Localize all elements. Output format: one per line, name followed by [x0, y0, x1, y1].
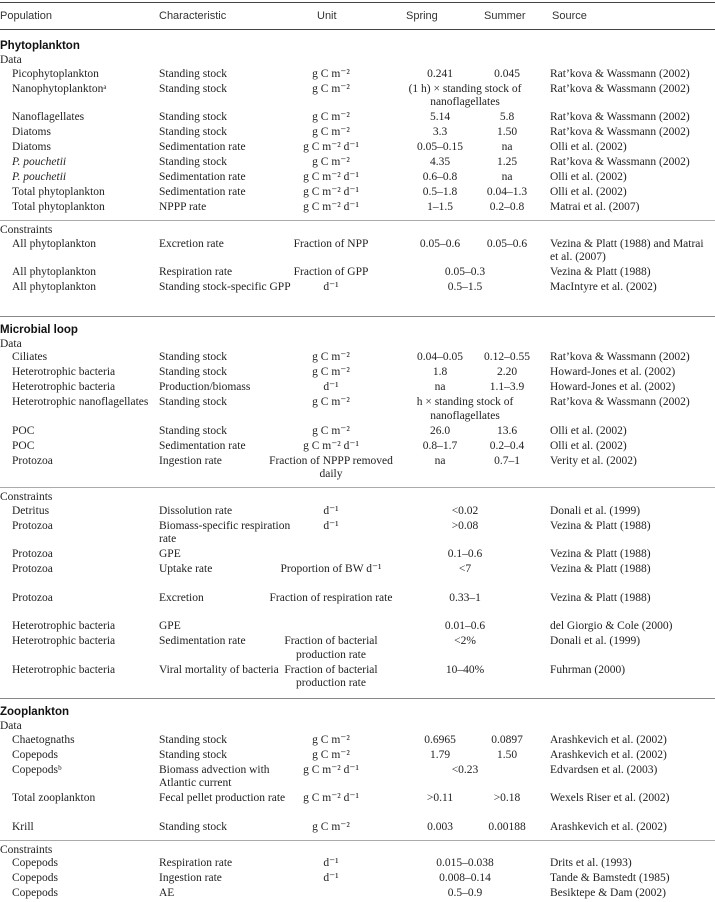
table-cell-spring: <0.23	[451, 763, 479, 776]
table-row	[0, 171, 715, 186]
table-cell-spring: 0.05–0.3	[444, 266, 486, 278]
table-row	[0, 381, 715, 396]
table-row	[0, 266, 715, 281]
table-cell-population: All phytoplankton	[12, 281, 97, 293]
table-cell-characteristic: Dissolution rate	[159, 504, 233, 517]
table-cell-characteristic: AE	[159, 887, 175, 899]
table-cell-unit: Fraction of respiration rate	[269, 591, 393, 604]
table-cell-characteristic: Excretion rate	[159, 237, 224, 250]
table-cell-characteristic: Standing stock	[159, 820, 228, 833]
table-row	[0, 505, 715, 520]
table-cell-population: Total phytoplankton	[12, 201, 105, 213]
table-cell-spring: 0.1–0.6	[447, 548, 483, 560]
table-cell-spring: <7	[458, 563, 472, 575]
table-cell-source: Olli et al. (2002)	[550, 439, 627, 452]
table-row	[0, 83, 715, 112]
table-cell-unit: g C m⁻² d⁻¹	[303, 792, 359, 804]
table-header-rule	[0, 29, 715, 30]
table-cell-source: Rat’kova & Wassmann (2002)	[550, 351, 690, 363]
table-cell-source: Rat’kova & Wassmann (2002)	[550, 126, 690, 138]
table-cell-population: Nanoflagellates	[12, 111, 85, 123]
table-cell-summer: 0.12–0.55	[484, 351, 530, 363]
table-cell-spring: 0.05–0.15	[417, 141, 463, 153]
table-cell-source: MacIntyre et al. (2002)	[550, 281, 657, 293]
table-top-rule	[0, 2, 715, 3]
table-cell-unit: g C m⁻²	[312, 424, 350, 437]
table-row	[0, 366, 715, 381]
table-cell-population: Heterotrophic bacteria	[12, 620, 116, 632]
table-cell-characteristic: Ingestion rate	[159, 872, 222, 884]
table-row	[0, 548, 715, 563]
table-cell-unit: g C m⁻²	[312, 156, 350, 168]
table-cell-population: Protozoa	[12, 563, 53, 575]
table-row	[0, 156, 715, 171]
table-cell-population: Diatoms	[12, 141, 51, 153]
table-cell-characteristic: Ingestion rate	[159, 454, 222, 467]
table-cell-source: Fuhrman (2000)	[550, 663, 626, 676]
table-cell-population: Total phytoplankton	[12, 186, 105, 198]
table-row	[0, 563, 715, 592]
table-cell-spring: 0.241	[427, 67, 453, 80]
table-cell-spring: 0.015–0.038	[436, 857, 494, 869]
table-cell-characteristic: Sedimentation rate	[159, 141, 246, 153]
table-cell-population: Copepodsᵇ	[12, 763, 62, 776]
table-cell-spring: 0.6965	[424, 733, 456, 746]
header-spring: Spring	[406, 10, 438, 22]
group-label: Data	[0, 54, 22, 66]
table-cell-characteristic: Production/biomass	[159, 381, 251, 393]
table-cell-summer: na	[501, 171, 513, 183]
table-cell-characteristic: Sedimentation rate	[159, 186, 246, 198]
table-cell-population: Copepods	[12, 748, 58, 761]
table-cell-source: Donali et al. (1999)	[550, 504, 641, 517]
table-cell-unit: d⁻¹	[323, 381, 339, 393]
table-cell-population: Protozoa	[12, 519, 53, 532]
table-cell-spring: >0.11	[426, 792, 454, 804]
table-cell-unit: g C m⁻²	[312, 748, 350, 761]
table-cell-source: Rat’kova & Wassmann (2002)	[550, 67, 690, 80]
table-cell-spring: 0.5–1.5	[447, 281, 483, 293]
table-cell-source: Wexels Riser et al. (2002)	[550, 792, 670, 804]
table-cell-population: All phytoplankton	[12, 237, 97, 250]
table-cell-characteristic: Excretion	[159, 591, 204, 604]
table-row	[0, 664, 715, 693]
table-cell-population: Krill	[12, 820, 34, 833]
table-row	[0, 68, 715, 83]
group-label: Constraints	[0, 491, 53, 503]
table-cell-spring: 26.0	[429, 424, 451, 437]
table-row	[0, 792, 715, 821]
table-cell-spring: 0.01–0.6	[444, 620, 486, 632]
table-cell-source: Drits et al. (1993)	[550, 857, 632, 869]
table-cell-source: Arashkevich et al. (2002)	[550, 820, 667, 833]
table-cell-spring: 0.6–0.8	[422, 171, 458, 183]
table-cell-population: Detritus	[12, 504, 50, 517]
table-cell-unit: g C m⁻² d⁻¹	[303, 141, 359, 153]
table-cell-characteristic: Standing stock-specific GPP	[159, 281, 291, 293]
table-cell-source: Howard-Jones et al. (2002)	[550, 381, 676, 393]
table-cell-summer: 5.8	[499, 111, 515, 123]
table-cell-spring: 0.5–0.9	[447, 887, 483, 899]
table-cell-summer: 2.20	[496, 366, 518, 378]
table-cell-characteristic: Sedimentation rate	[159, 635, 246, 647]
table-cell-characteristic: Standing stock	[159, 156, 228, 168]
table-cell-summer: 13.6	[496, 424, 518, 437]
table-cell-source: Rat’kova & Wassmann (2002)	[550, 396, 690, 408]
table-cell-spring: 5.14	[429, 111, 451, 123]
table-row	[0, 201, 715, 216]
table-row	[0, 425, 715, 440]
table-cell-unit: d⁻¹	[323, 504, 339, 517]
table-cell-spring: 0.5–1.8	[422, 186, 458, 198]
table-cell-source: Vezina & Platt (1988)	[550, 591, 651, 604]
table-cell-unit: g C m⁻²	[312, 396, 350, 408]
table-cell-spring: 0.8–1.7	[422, 439, 458, 452]
table-cell-characteristic: Standing stock	[159, 424, 228, 437]
table-row	[0, 620, 715, 635]
table-cell-unit: g C m⁻² d⁻¹	[303, 201, 359, 213]
table-cell-population: POC	[12, 439, 35, 452]
group-separator-rule	[0, 487, 715, 488]
table-cell-summer: 1.1–3.9	[489, 381, 525, 393]
table-cell-characteristic: Standing stock	[159, 82, 228, 95]
table-row	[0, 764, 715, 793]
group-label: Data	[0, 337, 22, 350]
table-cell-unit: g C m⁻² d⁻¹	[303, 186, 359, 198]
section-separator-rule	[0, 698, 715, 699]
table-cell-unit: g C m⁻²	[312, 351, 350, 363]
table-cell-unit: g C m⁻² d⁻¹	[303, 439, 359, 452]
table-cell-summer: 0.04–1.3	[486, 186, 528, 198]
table-cell-unit: d⁻¹	[323, 281, 339, 293]
table-cell-summer: 0.2–0.8	[489, 201, 525, 213]
table-cell-characteristic: Sedimentation rate	[159, 439, 246, 452]
table-row	[0, 141, 715, 156]
table-cell-characteristic: Standing stock	[159, 396, 228, 408]
table-cell-source: Vezina & Platt (1988)	[550, 563, 651, 575]
table-cell-spring: 4.35	[429, 156, 451, 168]
table-cell-population: Ciliates	[12, 351, 48, 363]
table-cell-unit: d⁻¹	[323, 857, 339, 869]
table-cell-unit: Fraction of GPP	[293, 266, 369, 278]
table-cell-spring: (1 h) × standing stock of nanoflagellates	[408, 82, 522, 108]
table-row	[0, 887, 715, 902]
table-cell-population: Heterotrophic bacteria	[12, 381, 116, 393]
table-cell-population: P. pouchetii	[12, 156, 67, 168]
group-label: Constraints	[0, 843, 53, 856]
table-cell-unit: g C m⁻²	[312, 82, 350, 95]
table-cell-spring: 1.8	[432, 366, 448, 378]
table-cell-source: Olli et al. (2002)	[550, 424, 627, 437]
table-cell-unit: g C m⁻²	[312, 366, 350, 378]
table-cell-characteristic: Standing stock	[159, 351, 228, 363]
table-cell-unit: Fraction of bacterial production rate	[284, 635, 378, 661]
table-cell-summer: 0.7–1	[494, 454, 520, 467]
section-title: Zooplankton	[0, 706, 69, 718]
table-cell-spring: 1.79	[429, 748, 451, 761]
table-cell-spring: na	[434, 454, 446, 467]
header-unit: Unit	[317, 10, 337, 22]
table-cell-population: Heterotrophic bacteria	[12, 366, 116, 378]
table-row	[0, 126, 715, 141]
table-cell-population: Copepods	[12, 872, 58, 884]
table-cell-unit: g C m⁻²	[312, 820, 350, 833]
header-population: Population	[0, 10, 52, 22]
table-cell-source: Olli et al. (2002)	[550, 171, 627, 183]
table-cell-summer: 0.0897	[491, 733, 523, 746]
table-cell-population: Protozoa	[12, 591, 53, 604]
table-cell-source: Vezina & Platt (1988)	[550, 266, 651, 278]
table-cell-population: Heterotrophic bacteria	[12, 635, 116, 647]
table-cell-unit: Fraction of NPPP removed daily	[269, 454, 393, 480]
table-cell-spring: 0.003	[427, 820, 453, 833]
table-cell-characteristic: Respiration rate	[159, 857, 233, 869]
section-title: Microbial loop	[0, 323, 78, 336]
table-cell-characteristic: Viral mortality of bacteria	[159, 663, 279, 676]
table-cell-spring: 0.05–0.6	[419, 237, 461, 250]
table-row	[0, 440, 715, 455]
table-cell-characteristic: GPE	[159, 548, 181, 560]
table-row	[0, 186, 715, 201]
group-label: Data	[0, 720, 22, 732]
table-cell-unit: g C m⁻² d⁻¹	[303, 171, 359, 183]
table-cell-unit: Fraction of bacterial production rate	[284, 663, 378, 689]
table-row	[0, 455, 715, 484]
table-cell-characteristic: Sedimentation rate	[159, 171, 246, 183]
table-cell-characteristic: Standing stock	[159, 126, 228, 138]
table-cell-unit: Proportion of BW d⁻¹	[280, 563, 382, 575]
table-cell-population: Total zooplankton	[12, 792, 96, 804]
table-cell-population: Copepods	[12, 857, 58, 869]
table-cell-source: Edvardsen et al. (2003)	[550, 763, 658, 776]
table-cell-source: Tande & Bamstedt (1985)	[550, 872, 670, 884]
table-row	[0, 281, 715, 310]
table-cell-unit: g C m⁻²	[312, 111, 350, 123]
table-row	[0, 872, 715, 887]
table-cell-source: Besiktepe & Dam (2002)	[550, 887, 666, 899]
table-cell-population: Diatoms	[12, 126, 51, 138]
table-cell-characteristic: Standing stock	[159, 111, 228, 123]
table-cell-unit: d⁻¹	[323, 519, 339, 532]
table-cell-population: Heterotrophic bacteria	[12, 663, 116, 676]
table-cell-source: Olli et al. (2002)	[550, 141, 627, 153]
section-title: Phytoplankton	[0, 40, 80, 52]
table-cell-source: Arashkevich et al. (2002)	[550, 748, 667, 761]
table-cell-unit: g C m⁻²	[312, 126, 350, 138]
section-separator-rule	[0, 316, 715, 317]
table-cell-summer: 0.00188	[488, 820, 526, 833]
table-cell-characteristic: Fecal pellet production rate	[159, 792, 286, 804]
table-cell-spring: 0.008–0.14	[439, 872, 491, 884]
table-row	[0, 351, 715, 366]
table-cell-population: Picophytoplankton	[12, 67, 99, 80]
table-cell-summer: na	[501, 141, 513, 153]
table-cell-summer: 0.05–0.6	[486, 237, 528, 250]
table-cell-population: Heterotrophic nanoflagellates	[12, 396, 149, 408]
table-row	[0, 857, 715, 872]
table-cell-unit: d⁻¹	[323, 872, 339, 884]
table-cell-population: Protozoa	[12, 454, 53, 467]
table-cell-unit: Fraction of NPP	[293, 237, 369, 250]
table-cell-characteristic: Standing stock	[159, 748, 228, 761]
table-row	[0, 520, 715, 549]
table-cell-summer: 0.045	[494, 67, 520, 80]
table-cell-source: Arashkevich et al. (2002)	[550, 733, 667, 746]
table-cell-characteristic: Standing stock	[159, 67, 228, 80]
table-cell-source: Vezina & Platt (1988)	[550, 548, 651, 560]
table-cell-summer: >0.18	[493, 792, 521, 804]
table-cell-characteristic: Uptake rate	[159, 563, 213, 575]
header-summer: Summer	[484, 10, 526, 22]
table-cell-source: Olli et al. (2002)	[550, 186, 627, 198]
table-cell-spring: 1–1.5	[427, 201, 453, 213]
table-cell-spring: 10–40%	[445, 663, 485, 676]
table-cell-characteristic: Standing stock	[159, 366, 228, 378]
table-cell-unit: g C m⁻² d⁻¹	[303, 763, 359, 776]
table-cell-spring: na	[434, 381, 446, 393]
table-row	[0, 734, 715, 749]
table-cell-summer: 1.50	[496, 748, 518, 761]
group-separator-rule	[0, 220, 715, 221]
table-row	[0, 749, 715, 764]
table-cell-spring: >0.08	[451, 519, 479, 532]
table-cell-source: Rat’kova & Wassmann (2002)	[550, 156, 690, 168]
table-cell-spring: h × standing stock of nanoflagellates	[416, 396, 514, 422]
table-row	[0, 238, 715, 267]
table-row	[0, 111, 715, 126]
table-cell-source: Howard-Jones et al. (2002)	[550, 366, 676, 378]
header-characteristic: Characteristic	[159, 10, 227, 22]
table-row	[0, 592, 715, 621]
table-cell-population: POC	[12, 424, 35, 437]
table-cell-summer: 1.50	[496, 126, 518, 138]
table-row	[0, 635, 715, 664]
table-cell-population: Nanophytoplanktonᵃ	[12, 82, 107, 95]
table-cell-characteristic: Biomass advection with Atlantic current	[159, 763, 270, 789]
table-cell-source: Rat’kova & Wassmann (2002)	[550, 111, 690, 123]
table-cell-characteristic: GPE	[159, 620, 181, 632]
table-row	[0, 396, 715, 425]
table-cell-characteristic: Standing stock	[159, 733, 228, 746]
table-cell-spring: 3.3	[432, 126, 448, 138]
table-cell-source: Vezina & Platt (1988) and Matrai et al. (2007)	[550, 237, 704, 263]
table-cell-population: Protozoa	[12, 548, 53, 560]
table-cell-unit: g C m⁻²	[312, 67, 350, 80]
table-cell-source: Rat’kova & Wassmann (2002)	[550, 82, 690, 95]
table-cell-spring: 0.33–1	[449, 591, 481, 604]
table-cell-summer: 1.25	[496, 156, 518, 168]
table-row	[0, 821, 715, 836]
table-cell-population: P. pouchetii	[12, 171, 67, 183]
group-label: Constraints	[0, 224, 53, 236]
table-cell-population: All phytoplankton	[12, 266, 97, 278]
table-cell-characteristic: Respiration rate	[159, 266, 233, 278]
table-cell-characteristic: Biomass-specific respiration rate	[159, 519, 291, 545]
table-cell-source: del Giorgio & Cole (2000)	[550, 620, 673, 632]
table-cell-summer: 0.2–0.4	[489, 439, 525, 452]
table-cell-unit: g C m⁻²	[312, 733, 350, 746]
table-cell-spring: 0.04–0.05	[417, 351, 463, 363]
table-cell-population: Chaetognaths	[12, 733, 75, 746]
table-cell-population: Copepods	[12, 887, 58, 899]
table-cell-source: Matrai et al. (2007)	[550, 201, 640, 213]
table-cell-source: Verity et al. (2002)	[550, 454, 637, 467]
table-cell-characteristic: NPPP rate	[159, 201, 207, 213]
header-source: Source	[552, 10, 587, 22]
group-separator-rule	[0, 840, 715, 841]
table-cell-spring: <0.02	[451, 504, 479, 517]
table-cell-spring: <2%	[454, 635, 476, 647]
table-cell-source: Donali et al. (1999)	[550, 635, 641, 647]
table-cell-source: Vezina & Platt (1988)	[550, 519, 651, 532]
